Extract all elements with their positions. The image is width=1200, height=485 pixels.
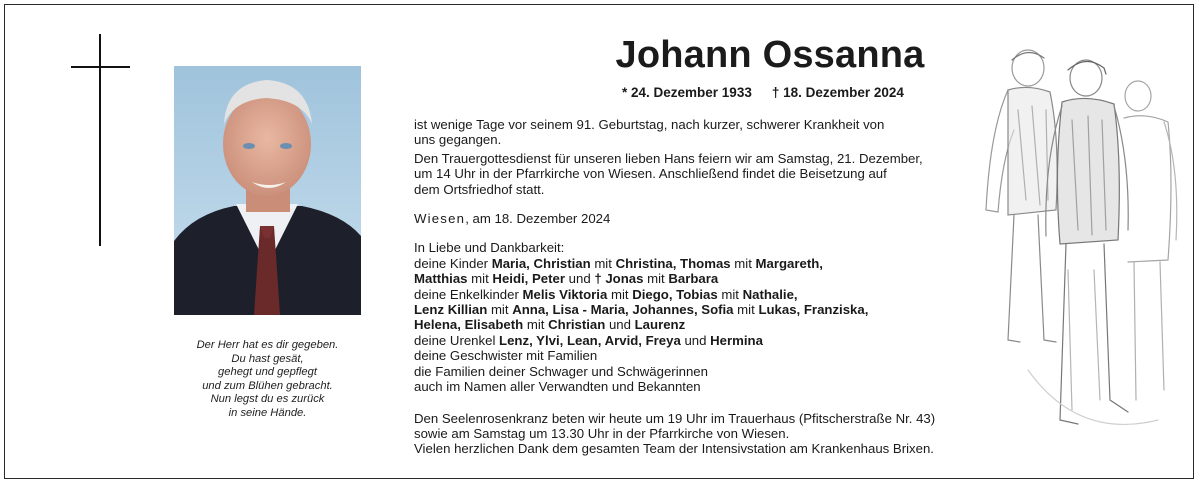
portrait-photo: [174, 66, 361, 315]
mourners-intro: In Liebe und Dankbarkeit:: [414, 240, 565, 256]
poem-line: Du hast gesät,: [231, 352, 304, 365]
funeral-line: Den Trauergottesdienst für unseren lieben Hans feiern wir am Samstag, 21. Dezember,: [414, 150, 923, 166]
great-grandchildren-line: deine Urenkel Lenz, Ylvi, Lean, Arvid, Freya und Hermina: [414, 332, 763, 348]
funeral-line: um 14 Uhr in der Pfarrkirche von Wiesen. Anschließend findet die Beisetzung auf: [414, 166, 887, 182]
children-line-2: Matthias mit Heidi, Peter und † Jonas mit Barbara: [414, 271, 719, 287]
poem-line: Nun legst du es zurück: [210, 393, 325, 406]
relatives-line: auch im Namen aller Verwandten und Bekannten: [414, 379, 701, 395]
grandchildren-line-1: deine Enkelkinder Melis Viktoria mit Diego, Tobias mit Nathalie,: [414, 286, 798, 302]
siblings-line: deine Geschwister mit Familien: [414, 348, 598, 364]
birth-date: * 24. Dezember 1933: [622, 85, 752, 100]
grandchildren-line-2: Lenz Killian mit Anna, Lisa - Maria, Johannes, Sofia mit Lukas, Franziska,: [414, 302, 869, 318]
place: Wiesen: [414, 211, 466, 227]
date: , am 18. Dezember 2024: [465, 211, 611, 227]
death-date: † 18. Dezember 2024: [771, 85, 904, 100]
cross-icon-bar: [71, 66, 130, 68]
life-dates: [622, 85, 904, 100]
poem: [176, 339, 359, 421]
rosary-line: Den Seelenrosenkranz beten wir heute um 19 Uhr im Trauerhaus (Pfitscherstraße Nr. 43): [414, 410, 936, 426]
place-date: [414, 211, 994, 226]
intro-line: ist wenige Tage vor seinem 91. Geburtstag, nach kurzer, schwerer Krankheit von: [414, 117, 885, 132]
poem-line: und zum Blühen gebracht.: [202, 379, 333, 392]
funeral-line: dem Ortsfriedhof statt.: [414, 181, 545, 197]
poem-line: in seine Hände.: [228, 406, 307, 419]
rosary-line: sowie am Samstag um 13.30 Uhr in der Pfarrkirche von Wiesen.: [414, 425, 790, 441]
poem-line: Der Herr hat es dir gegeben.: [196, 339, 339, 351]
children-line-1: deine Kinder Maria, Christian mit Christina, Thomas mit Margareth,: [414, 255, 823, 271]
intro-line: uns gegangen.: [414, 132, 502, 148]
walking-men-sketch: [968, 40, 1183, 460]
grandchildren-line-3: Helena, Elisabeth mit Christian und Laurenz: [414, 317, 686, 333]
deceased-name: Johann Ossanna: [615, 34, 925, 76]
notice-body: [414, 117, 994, 457]
inlaws-line: die Familien deiner Schwager und Schwägerinnen: [414, 363, 708, 379]
poem-line: gehegt und gepflegt: [218, 366, 317, 379]
thanks-line: Vielen herzlichen Dank dem gesamten Team der Intensivstation am Krankenhaus Brixen.: [414, 441, 934, 457]
